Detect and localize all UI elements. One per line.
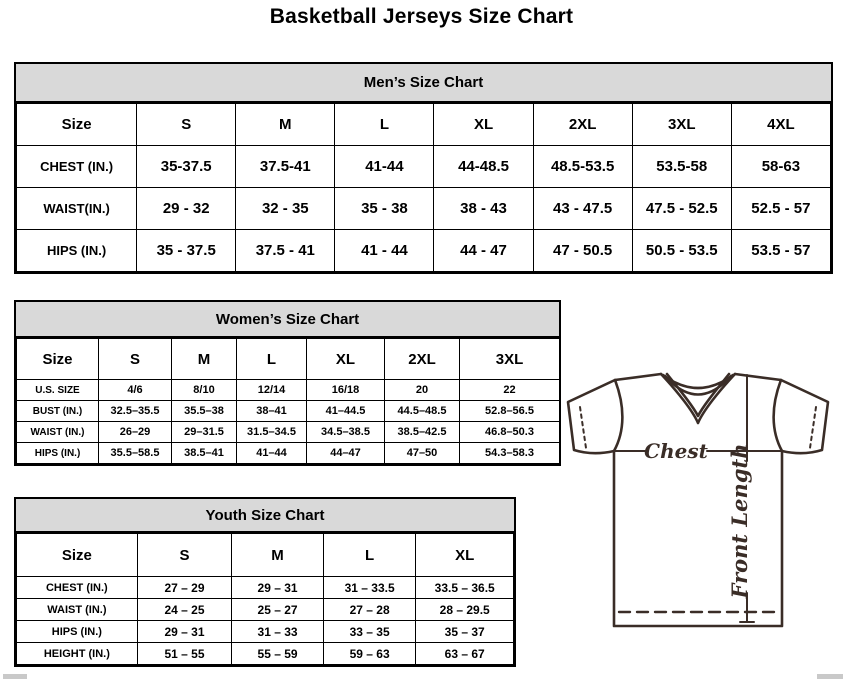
mens-column-header-XL: XL (434, 104, 533, 146)
womens-table (16, 338, 560, 464)
table-cell: 51 – 55 (137, 643, 232, 665)
table-cell: 44.5–48.5 (385, 401, 460, 422)
table-cell: 50.5 - 53.5 (632, 230, 731, 272)
table-cell: 59 – 63 (323, 643, 416, 665)
table-cell: 27 – 28 (323, 599, 416, 621)
mens-table (16, 103, 831, 272)
right-cuff-dashed-line (810, 407, 816, 448)
table-cell: 29–31.5 (172, 422, 237, 443)
womens-chart-table-holder (16, 338, 559, 464)
table-row (17, 443, 560, 464)
row-label: WAIST (IN.) (17, 599, 138, 621)
womens-column-header-M: M (172, 339, 237, 380)
table-cell: 44-48.5 (434, 146, 533, 188)
table-cell: 41–44.5 (307, 401, 385, 422)
table-cell: 41-44 (335, 146, 434, 188)
table-cell: 63 – 67 (416, 643, 514, 665)
table-cell: 35 – 37 (416, 621, 514, 643)
table-cell: 41–44 (237, 443, 307, 464)
table-cell: 35.5–38 (172, 401, 237, 422)
table-cell: 29 - 32 (137, 188, 236, 230)
table-cell: 53.5 - 57 (731, 230, 830, 272)
table-row (17, 401, 560, 422)
table-cell: 48.5-53.5 (533, 146, 632, 188)
youth-column-header-M: M (232, 534, 324, 577)
mens-chart-table-holder (16, 103, 831, 272)
table-cell: 37.5-41 (236, 146, 335, 188)
womens-size-column-header: Size (17, 339, 99, 380)
table-cell: 12/14 (237, 380, 307, 401)
table-cell: 24 – 25 (137, 599, 232, 621)
youth-size-column-header: Size (17, 534, 138, 577)
table-cell: 38 - 43 (434, 188, 533, 230)
row-label: BUST (IN.) (17, 401, 99, 422)
collar-band-arc (665, 376, 731, 395)
row-label: U.S. SIZE (17, 380, 99, 401)
mens-column-header-3XL: 3XL (632, 104, 731, 146)
row-label: HEIGHT (IN.) (17, 643, 138, 665)
table-cell: 43 - 47.5 (533, 188, 632, 230)
mens-size-column-header: Size (17, 104, 137, 146)
table-cell: 20 (385, 380, 460, 401)
jersey-measurement-diagram (557, 361, 839, 661)
table-cell: 47.5 - 52.5 (632, 188, 731, 230)
mens-size-chart (14, 62, 833, 274)
womens-column-header-XL: XL (307, 339, 385, 380)
womens-size-chart (14, 300, 561, 466)
table-cell: 41 - 44 (335, 230, 434, 272)
table-cell: 29 – 31 (137, 621, 232, 643)
table-cell: 35 - 38 (335, 188, 434, 230)
table-cell: 29 – 31 (232, 577, 324, 599)
table-row (17, 380, 560, 401)
table-cell: 44 - 47 (434, 230, 533, 272)
table-row (17, 621, 514, 643)
table-cell: 47–50 (385, 443, 460, 464)
table-cell: 46.8–50.3 (460, 422, 560, 443)
table-cell: 38.5–42.5 (385, 422, 460, 443)
table-row (17, 146, 831, 188)
mens-column-header-S: S (137, 104, 236, 146)
page-title: Basketball Jerseys Size Chart (269, 5, 574, 28)
table-cell: 31.5–34.5 (237, 422, 307, 443)
row-label: WAIST (IN.) (17, 422, 99, 443)
youth-size-chart (14, 497, 516, 667)
table-row (17, 577, 514, 599)
jersey-labels (644, 439, 752, 599)
table-cell: 32.5–35.5 (99, 401, 172, 422)
mens-column-header-L: L (335, 104, 434, 146)
chest-label: Chest (644, 439, 708, 463)
table-cell: 35 - 37.5 (137, 230, 236, 272)
womens-column-header-S: S (99, 339, 172, 380)
row-label: WAIST(IN.) (17, 188, 137, 230)
table-cell: 58-63 (731, 146, 830, 188)
mens-column-header-2XL: 2XL (533, 104, 632, 146)
table-cell: 52.8–56.5 (460, 401, 560, 422)
horizontal-scrollbar-left-fragment[interactable] (3, 674, 27, 679)
youth-table (16, 533, 514, 665)
table-cell: 55 – 59 (232, 643, 324, 665)
horizontal-scrollbar-right-fragment[interactable] (817, 674, 843, 679)
youth-chart-table-holder (16, 533, 514, 665)
table-row (17, 230, 831, 272)
womens-column-header-2XL: 2XL (385, 339, 460, 380)
table-cell: 25 – 27 (232, 599, 324, 621)
mens-column-header-4XL: 4XL (731, 104, 830, 146)
table-cell: 33 – 35 (323, 621, 416, 643)
youth-column-header-L: L (323, 534, 416, 577)
row-label: HIPS (IN.) (17, 443, 99, 464)
womens-column-header-L: L (237, 339, 307, 380)
table-cell: 52.5 - 57 (731, 188, 830, 230)
table-cell: 33.5 – 36.5 (416, 577, 514, 599)
table-cell: 32 - 35 (236, 188, 335, 230)
table-row (17, 643, 514, 665)
mens-column-header-M: M (236, 104, 335, 146)
table-row (17, 188, 831, 230)
table-cell: 31 – 33 (232, 621, 324, 643)
table-cell: 26–29 (99, 422, 172, 443)
womens-chart-header: Women’s Size Chart (16, 302, 559, 338)
table-cell: 22 (460, 380, 560, 401)
table-cell: 28 – 29.5 (416, 599, 514, 621)
row-label: CHEST (IN.) (17, 146, 137, 188)
row-label: HIPS (IN.) (17, 621, 138, 643)
mens-chart-header: Men’s Size Chart (16, 64, 831, 103)
table-cell: 8/10 (172, 380, 237, 401)
row-label: CHEST (IN.) (17, 577, 138, 599)
table-cell: 47 - 50.5 (533, 230, 632, 272)
table-cell: 4/6 (99, 380, 172, 401)
youth-column-header-XL: XL (416, 534, 514, 577)
table-cell: 38.5–41 (172, 443, 237, 464)
table-cell: 53.5-58 (632, 146, 731, 188)
table-cell: 31 – 33.5 (323, 577, 416, 599)
youth-chart-header: Youth Size Chart (16, 499, 514, 533)
table-cell: 35-37.5 (137, 146, 236, 188)
table-cell: 35.5–58.5 (99, 443, 172, 464)
youth-column-header-S: S (137, 534, 232, 577)
table-cell: 16/18 (307, 380, 385, 401)
row-label: HIPS (IN.) (17, 230, 137, 272)
jersey-outline (568, 374, 828, 626)
womens-column-header-3XL: 3XL (460, 339, 560, 380)
table-cell: 27 – 29 (137, 577, 232, 599)
table-cell: 44–47 (307, 443, 385, 464)
front-length-label: Front Length (727, 443, 752, 599)
table-cell: 54.3–58.3 (460, 443, 560, 464)
table-cell: 38–41 (237, 401, 307, 422)
table-cell: 37.5 - 41 (236, 230, 335, 272)
table-cell: 34.5–38.5 (307, 422, 385, 443)
table-row (17, 422, 560, 443)
table-row (17, 599, 514, 621)
left-cuff-dashed-line (580, 407, 586, 448)
